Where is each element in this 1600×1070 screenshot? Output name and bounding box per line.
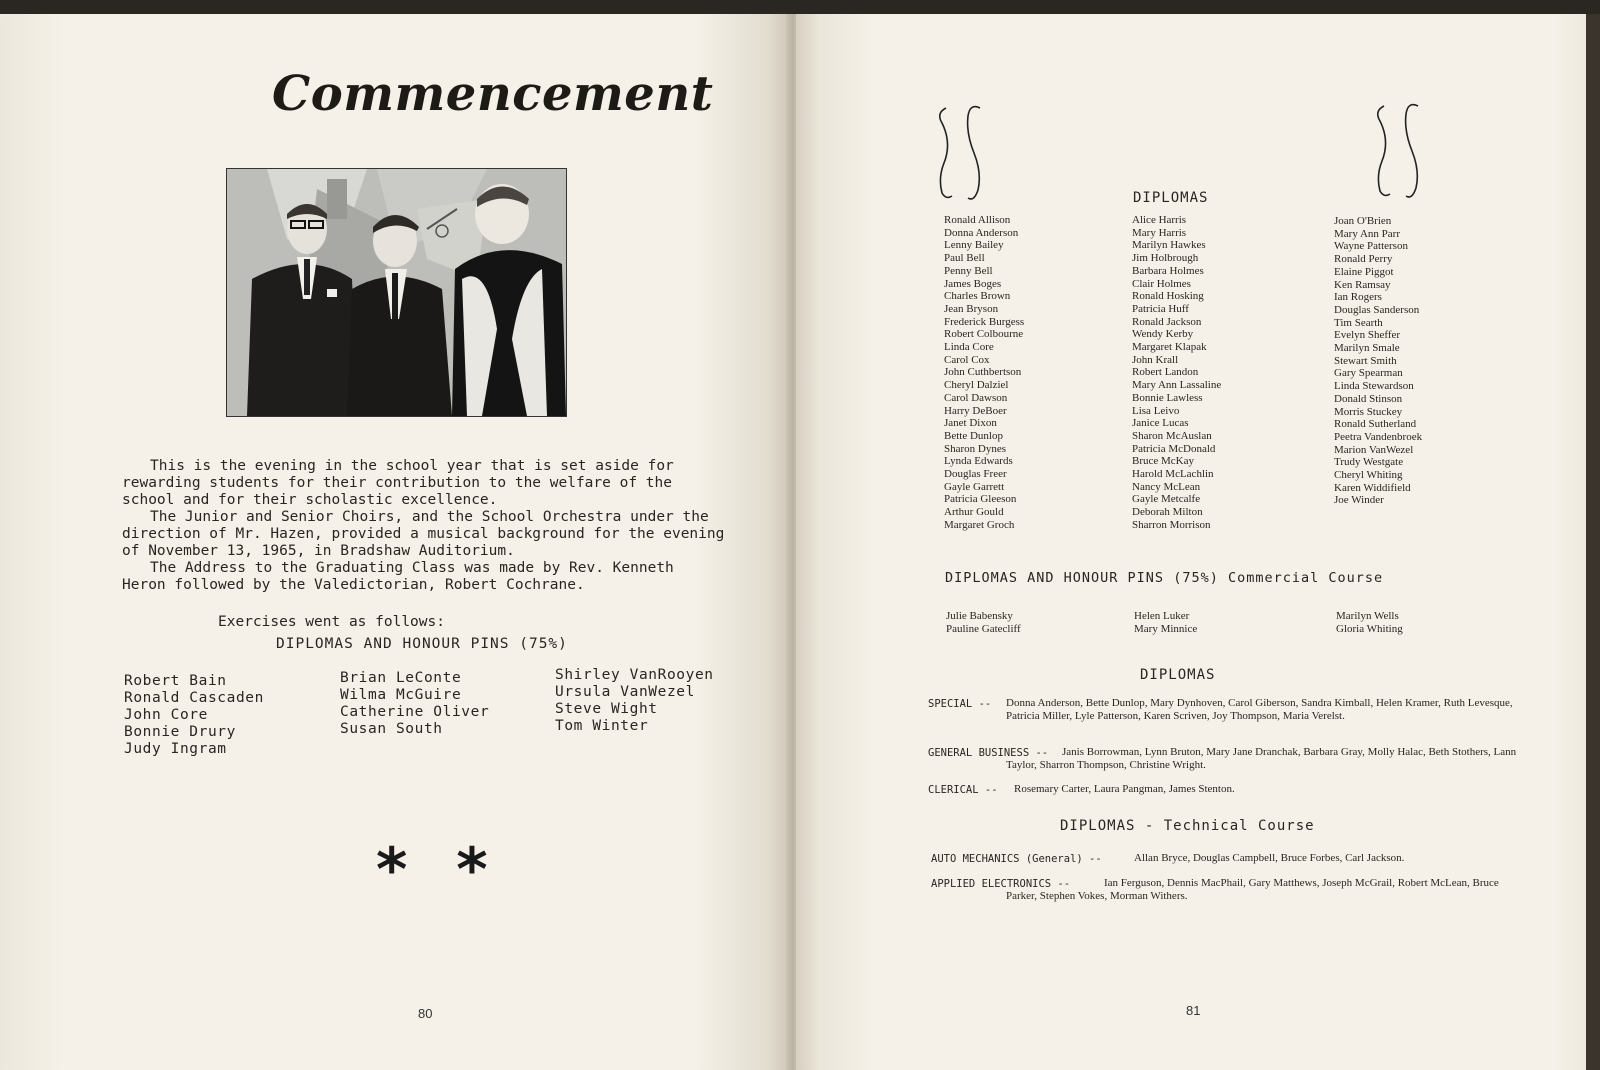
- commercial-name: Mary Minnice: [1134, 622, 1198, 635]
- commercial-name: Helen Luker: [1134, 610, 1190, 622]
- diplomas-heading: DIPLOMAS: [1133, 190, 1209, 206]
- diploma-name: Ronald Jackson: [1132, 315, 1202, 328]
- honour-name: Bonnie Drury: [124, 724, 236, 740]
- diploma-name: Joe Winder: [1334, 494, 1384, 507]
- technical-heading: DIPLOMAS - Technical Course: [1060, 818, 1315, 834]
- honour-name: Judy Ingram: [124, 741, 227, 757]
- diploma-name: Alice Harris: [1132, 214, 1187, 226]
- diploma-name: Robert Landon: [1132, 366, 1199, 379]
- diploma-name: Charles Brown: [944, 290, 1011, 303]
- diploma-column-1: [944, 214, 1024, 532]
- diploma-name: Gary Spearman: [1334, 367, 1403, 380]
- diploma-name: Donald Stinson: [1334, 392, 1403, 405]
- diploma-name: Lynda Edwards: [944, 455, 1013, 468]
- diploma-column-3: [1334, 215, 1422, 507]
- diploma-name: Stewart Smith: [1334, 354, 1397, 367]
- diploma-name: Jean Bryson: [944, 302, 999, 315]
- diploma-name: Ian Rogers: [1334, 291, 1382, 304]
- intro-paragraph-3: The Address to the Graduating Class was made by Rev. Kenneth Heron followed by the Valedictorian, Robert Cochrane.: [122, 560, 674, 593]
- commercial-column-1: [946, 610, 1021, 635]
- diploma-name: Paul Bell: [944, 252, 985, 265]
- diploma-name: Evelyn Sheffer: [1334, 329, 1401, 342]
- honour-name: Robert Bain: [124, 673, 227, 689]
- diploma-name: Patricia Huff: [1132, 302, 1189, 315]
- diploma-name: Trudy Westgate: [1334, 456, 1404, 469]
- diploma-name: John Cuthbertson: [944, 366, 1022, 379]
- commencement-photo: [226, 168, 567, 417]
- scroll-ornament-right-icon: [1372, 96, 1432, 206]
- diploma-name: Bonnie Lawless: [1132, 391, 1203, 404]
- honour-name: Ronald Cascaden: [124, 690, 264, 706]
- diploma-name: Cheryl Whiting: [1334, 469, 1403, 482]
- diploma-column-2: [1132, 214, 1221, 532]
- diploma-name: Carol Dawson: [944, 391, 1008, 404]
- intro-paragraph-2: The Junior and Senior Choirs, and the School Orchestra under the direction of Mr. Hazen, provided a musical background for the evening of November 13, 1965, in Bradshaw Auditorium.: [122, 509, 725, 559]
- diploma-name: Deborah Milton: [1132, 506, 1203, 519]
- diplomas-secondary-heading: DIPLOMAS: [1140, 667, 1216, 683]
- diploma-name: Joan O'Brien: [1334, 215, 1392, 227]
- honour-name: Tom Winter: [555, 718, 649, 734]
- diploma-name: Sharon McAuslan: [1132, 429, 1212, 442]
- scroll-ornament-left-icon: [934, 98, 994, 208]
- honour-column-2: [340, 670, 489, 738]
- commercial-name: Marilyn Wells: [1336, 610, 1399, 622]
- diploma-name: Wendy Kerby: [1132, 328, 1194, 341]
- commercial-heading: DIPLOMAS AND HONOUR PINS (75%) Commercial Course: [945, 570, 1384, 586]
- honour-name: Ursula VanWezel: [555, 684, 695, 700]
- special-label: SPECIAL --: [928, 698, 992, 710]
- diploma-name: Gayle Garrett: [944, 480, 1005, 493]
- right-page: [796, 14, 1586, 1070]
- diploma-name: Harold McLachlin: [1132, 468, 1214, 481]
- diploma-name: Patricia Gleeson: [944, 493, 1017, 506]
- page-number-right: 81: [1186, 1003, 1201, 1018]
- left-page: [0, 14, 790, 1070]
- commercial-column-3: [1336, 610, 1403, 635]
- diploma-name: Marilyn Smale: [1334, 342, 1400, 355]
- diploma-name: Ken Ramsay: [1334, 278, 1391, 291]
- diploma-name: Ronald Hosking: [1132, 290, 1204, 303]
- diploma-name: Janet Dixon: [944, 417, 997, 430]
- diploma-name: Ronald Sutherland: [1334, 418, 1417, 431]
- honour-name: Susan South: [340, 721, 443, 737]
- diploma-name: Margaret Groch: [944, 518, 1015, 531]
- diploma-name: Karen Widdifield: [1334, 481, 1411, 494]
- diploma-name: Sharon Dynes: [944, 442, 1007, 455]
- diploma-name: Clair Holmes: [1132, 277, 1191, 290]
- diploma-name: Janice Lucas: [1132, 417, 1189, 430]
- diploma-name: Sharron Morrison: [1132, 518, 1211, 531]
- diploma-name: Lisa Leivo: [1132, 404, 1180, 417]
- diploma-name: Frederick Burgess: [944, 315, 1025, 328]
- auto-mechanics-label: AUTO MECHANICS (General) --: [931, 853, 1102, 865]
- diploma-name: Marilyn Hawkes: [1132, 239, 1206, 252]
- diploma-name: Mary Ann Parr: [1334, 227, 1400, 240]
- diploma-name: Penny Bell: [944, 264, 993, 277]
- diploma-name: Ronald Perry: [1334, 253, 1393, 266]
- diploma-name: Mary Harris: [1132, 226, 1187, 239]
- intro-paragraph-1: This is the evening in the school year that is set aside for rewarding students for their contribution to the welfare of the school and for their scholastic excellence.: [122, 458, 674, 508]
- diploma-name: John Krall: [1132, 353, 1179, 366]
- diploma-name: Linda Stewardson: [1334, 380, 1414, 393]
- honour-heading: DIPLOMAS AND HONOUR PINS (75%): [276, 636, 568, 652]
- diploma-name: Wayne Patterson: [1334, 240, 1408, 253]
- diploma-name: Mary Ann Lassaline: [1132, 379, 1222, 392]
- exercises-label: Exercises went as follows:: [218, 614, 445, 630]
- page-title: Commencement: [272, 66, 714, 122]
- photo-illustration: [227, 169, 566, 416]
- general-business-label: GENERAL BUSINESS --: [928, 747, 1049, 759]
- diploma-name: Gayle Metcalfe: [1132, 493, 1201, 506]
- applied-electronics-text: Ian Ferguson, Dennis MacPhail, Gary Matthews, Joseph McGrail, Robert McLean, Bruce Parker, Stephen Vokes, Morman Withers.: [1006, 877, 1499, 902]
- intro-text: [122, 458, 726, 594]
- commercial-name: Gloria Whiting: [1336, 622, 1403, 635]
- diploma-name: Bette Dunlop: [944, 429, 1003, 442]
- commercial-column-2: [1134, 610, 1197, 635]
- honour-column-1: [124, 673, 264, 758]
- applied-electronics-label: APPLIED ELECTRONICS --: [931, 878, 1071, 890]
- honour-name: Steve Wight: [555, 701, 658, 717]
- clerical-text: Rosemary Carter, Laura Pangman, James Stenton.: [1014, 783, 1235, 795]
- commercial-name: Pauline Gatecliff: [946, 622, 1021, 635]
- asterisk-ornament: * *: [376, 835, 502, 905]
- diploma-name: James Boges: [944, 277, 1002, 290]
- diploma-name: Marion VanWezel: [1334, 443, 1414, 456]
- diploma-name: Nancy McLean: [1132, 480, 1201, 493]
- auto-mechanics-text: Allan Bryce, Douglas Campbell, Bruce Forbes, Carl Jackson.: [1134, 852, 1405, 864]
- honour-name: Brian LeConte: [340, 670, 462, 686]
- general-business-text: Janis Borrowman, Lynn Bruton, Mary Jane Dranchak, Barbara Gray, Molly Halac, Beth Stothers, Lann Taylor, Sharron Thompson, Christine Wright.: [1006, 746, 1517, 771]
- commercial-name: Julie Babensky: [946, 610, 1013, 622]
- diploma-name: Carol Cox: [944, 353, 990, 366]
- honour-name: Shirley VanRooyen: [555, 667, 714, 683]
- diploma-name: Donna Anderson: [944, 226, 1019, 239]
- honour-name: Wilma McGuire: [340, 687, 462, 703]
- honour-column-3: [555, 667, 714, 735]
- diploma-name: Patricia McDonald: [1132, 442, 1216, 455]
- diploma-name: Elaine Piggot: [1334, 265, 1394, 278]
- diploma-name: Morris Stuckey: [1334, 405, 1403, 418]
- diploma-name: Douglas Freer: [944, 468, 1007, 481]
- diploma-name: Jim Holbrough: [1132, 252, 1199, 265]
- diploma-name: Arthur Gould: [944, 506, 1004, 519]
- page-number-left: 80: [418, 1006, 433, 1021]
- diploma-name: Margaret Klapak: [1132, 341, 1207, 354]
- diploma-name: Harry DeBoer: [944, 404, 1007, 417]
- book-edge: [1586, 14, 1600, 1070]
- special-text: Donna Anderson, Bette Dunlop, Mary Dynhoven, Carol Giberson, Sandra Kimball, Helen Kramer, Ruth Levesque, Patricia Miller, Lyle Patterson, Karen Scriven, Joy Thompson, Maria Verelst.: [1006, 697, 1513, 722]
- diploma-name: Bruce McKay: [1132, 455, 1195, 468]
- honour-name: John Core: [124, 707, 208, 723]
- honour-name: Catherine Oliver: [340, 704, 490, 720]
- diploma-name: Robert Colbourne: [944, 328, 1024, 341]
- diploma-name: Linda Core: [944, 341, 994, 354]
- diploma-name: Peetra Vandenbroek: [1334, 430, 1423, 443]
- diploma-name: Cheryl Dalziel: [944, 379, 1009, 392]
- diploma-name: Tim Searth: [1334, 316, 1383, 329]
- yearbook-spread: [0, 14, 1590, 1070]
- diploma-name: Douglas Sanderson: [1334, 303, 1420, 316]
- diploma-name: Lenny Bailey: [944, 239, 1004, 252]
- clerical-label: CLERICAL --: [928, 784, 998, 796]
- diploma-name: Ronald Allison: [944, 214, 1011, 226]
- diploma-name: Barbara Holmes: [1132, 264, 1204, 277]
